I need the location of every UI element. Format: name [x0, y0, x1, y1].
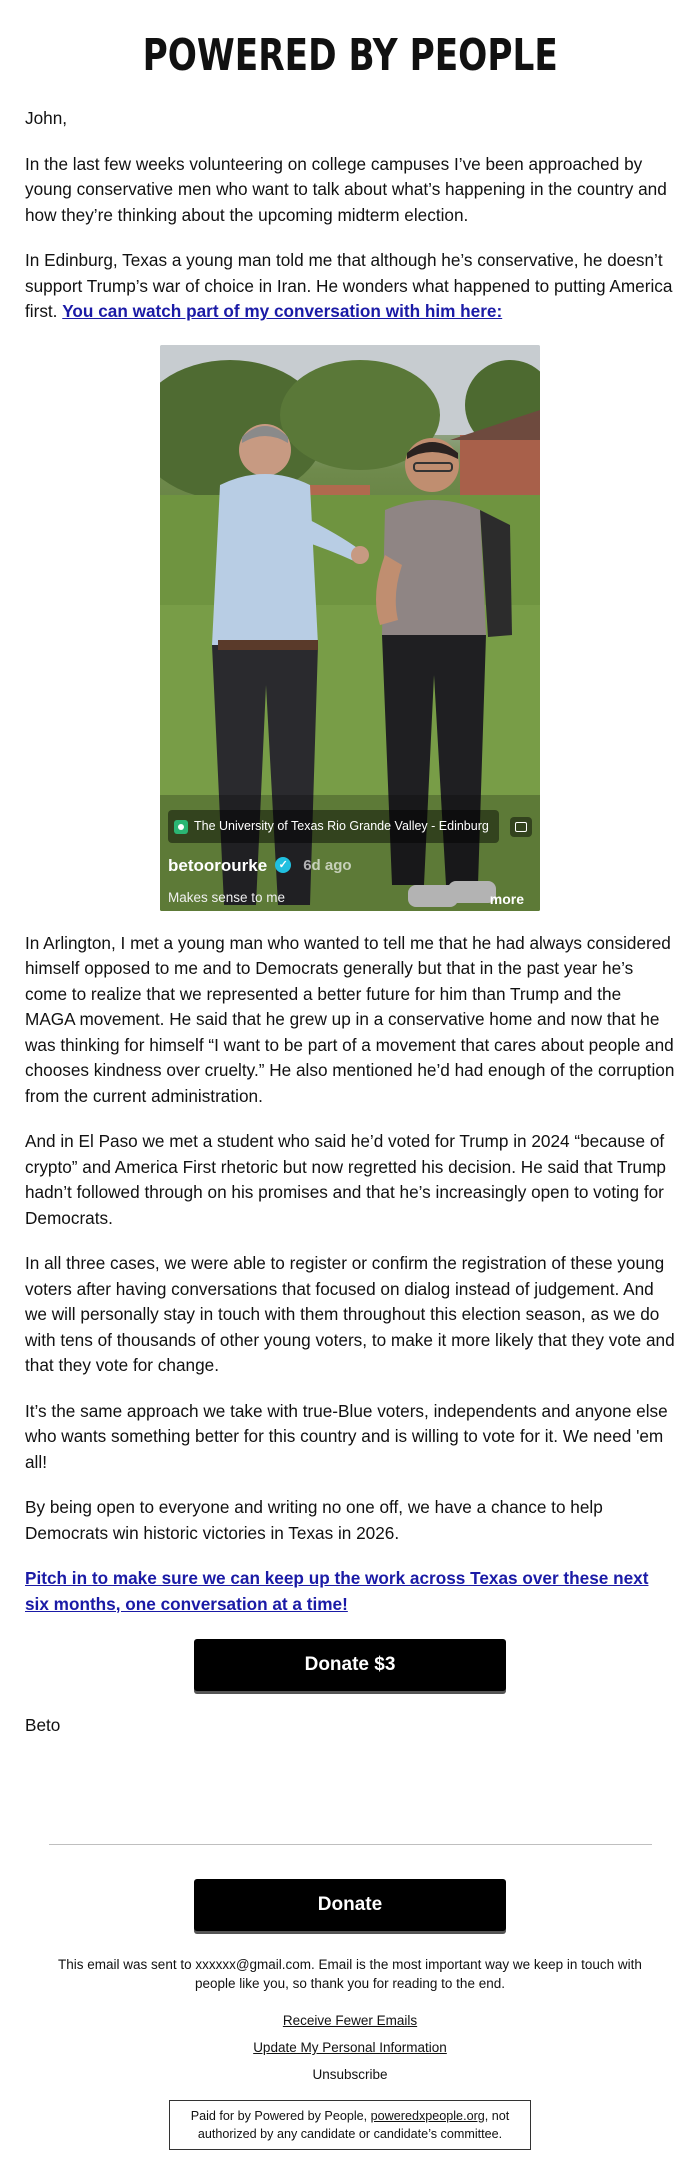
video-thumbnail[interactable]: [160, 345, 540, 911]
paragraph-el-paso: And in El Paso we met a student who said he’d voted for Trump in 2024 “because of crypto” and America First rhetoric but now regretted his decision. He said that Trump hadn’t followed through on his promises and that he’s increasingly open to voting for Democrats.: [25, 1131, 666, 1228]
paragraph-edinburg-text: In Edinburg, Texas a young man told me that although he’s conservative, he doesn’t support Trump’s war of choice in Iran. He wonders what happened to putting America first.: [25, 250, 673, 321]
watch-conversation-link[interactable]: You can watch part of my conversation with him here:: [62, 301, 503, 321]
location-pin-icon: [174, 820, 188, 834]
update-info-link[interactable]: Update My Personal Information: [253, 2040, 447, 2055]
post-time: 6d ago: [303, 856, 352, 874]
paragraph-edinburg: [25, 248, 675, 325]
website-link[interactable]: poweredxpeople.org: [370, 2109, 485, 2123]
video-author[interactable]: [168, 853, 352, 879]
spacer: [0, 1736, 700, 1844]
paragraph-same-approach: It’s the same approach we take with true-Blue voters, independents and anyone else who wants something better for this country and is willing to vote for it. We need 'em all!: [25, 1400, 668, 1472]
location-text: The University of Texas Rio Grande Valley - Edinburg: [194, 818, 489, 833]
captions-icon[interactable]: [510, 817, 532, 837]
location-tag[interactable]: [168, 810, 499, 844]
greeting: John,: [25, 108, 68, 128]
logo-text: POWERED BY PEOPLE: [142, 30, 558, 81]
video-caption: Makes sense to me: [168, 889, 286, 905]
author-handle: betoorourke: [168, 855, 268, 875]
email-footer: [0, 1879, 700, 2150]
signoff: Beto: [25, 1715, 61, 1735]
paragraph-campuses: In the last few weeks volunteering on college campuses I’ve been approached by young conservative men who want to talk about what’s happening in the country and how they’re thinking about the upcoming midterm election.: [25, 153, 667, 225]
donate-3-button[interactable]: Donate $3: [194, 1639, 506, 1691]
paragraph-cta: [25, 1566, 675, 1617]
video-location-row: [168, 813, 532, 841]
footer-donate-button[interactable]: Donate: [194, 1879, 506, 1931]
paid-for-disclaimer: [169, 2100, 531, 2150]
paragraph-arlington: In Arlington, I met a young man who wanted to tell me that he had always considered himself opposed to me and to Democrats generally but that in the past year he’s come to realize that we represented a better future for him than Trump and the MAGA movement. He said that he grew up in a conservative home and now that he was thinking for himself “I want to be part of a movement that cares about people and chooses kindness over cruelty.” He also mentioned he’d had enough of the corruption from the current administration.: [25, 932, 675, 1106]
paragraph-three-cases: In all three cases, we were able to register or confirm the registration of these young voters after having conversations that focused on dialog instead of judgement. And we will personally stay in touch with them throughout this election season, as we do with tens of thousands of other young voters, to make it more likely that they vote and that they vote for change.: [25, 1253, 675, 1375]
more-link[interactable]: more: [489, 890, 524, 907]
pitch-in-link[interactable]: Pitch in to make sure we can keep up the work across Texas over these next six months, one conversation at a time!: [25, 1568, 649, 1614]
paid-for-suffix: , not authorized by any candidate or candidate’s committee.: [197, 2109, 510, 2141]
donate-section: [0, 1637, 700, 1715]
paid-for-prefix: Paid for by Powered by People,: [190, 2109, 371, 2123]
sent-notice: This email was sent to xxxxxx@gmail.com. Email is the most important way we keep in touch with people like you, so thank you for reading to the end.: [58, 1957, 642, 1991]
footer-divider: [49, 1844, 652, 1845]
receive-fewer-emails-link[interactable]: Receive Fewer Emails: [282, 2013, 418, 2028]
verified-badge-icon: ✓: [275, 857, 291, 873]
brand-logo: [0, 0, 700, 86]
paragraph-open-to-everyone: By being open to everyone and writing no one off, we have a chance to help Democrats win historic victories in Texas in 2026.: [25, 1497, 603, 1543]
email-body: [0, 106, 700, 1617]
unsubscribe-link[interactable]: Unsubscribe: [312, 2067, 388, 2082]
